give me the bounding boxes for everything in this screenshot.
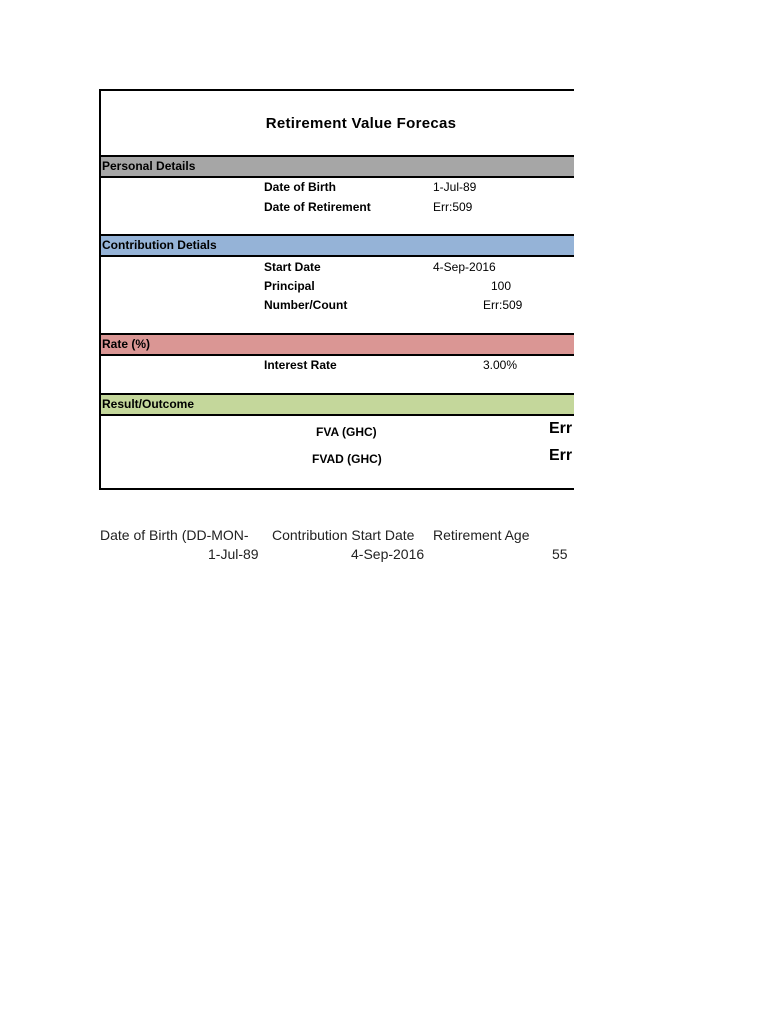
start-date-input-header: Contribution Start Date (272, 527, 415, 543)
interest-rate-label: Interest Rate (264, 358, 337, 372)
sheet-title: Retirement Value Forecas (265, 115, 457, 132)
fvad-value: Err (549, 447, 573, 464)
start-date-value[interactable]: 4-Sep-2016 (433, 260, 496, 274)
dob-input-header: Date of Birth (DD-MON- (100, 527, 249, 543)
start-date-label: Start Date (264, 260, 321, 274)
fvad-label: FVAD (GHC) (312, 452, 382, 466)
contribution-details-header: Contribution Detials (101, 234, 574, 257)
retirement-age-input-value[interactable]: 55 (552, 546, 568, 562)
retirement-age-input-header: Retirement Age (433, 527, 530, 543)
fva-label: FVA (GHC) (316, 425, 377, 439)
rate-header: Rate (%) (101, 333, 574, 356)
start-date-input-value[interactable]: 4-Sep-2016 (351, 546, 425, 562)
dob-label: Date of Birth (264, 180, 336, 194)
personal-details-header: Personal Details (101, 155, 574, 178)
principal-value[interactable]: 100 (491, 279, 512, 293)
interest-rate-value[interactable]: 3.00% (483, 358, 518, 372)
count-value[interactable]: Err:509 (483, 298, 523, 312)
result-header: Result/Outcome (101, 393, 574, 416)
forecast-sheet (99, 89, 574, 490)
dob-value[interactable]: 1-Jul-89 (433, 180, 477, 194)
count-label: Number/Count (264, 298, 348, 312)
retirement-date-value[interactable]: Err:509 (433, 200, 473, 214)
retirement-date-label: Date of Retirement (264, 200, 371, 214)
dob-input-value[interactable]: 1-Jul-89 (208, 546, 259, 562)
principal-label: Principal (264, 279, 315, 293)
fva-value: Err (549, 420, 573, 437)
